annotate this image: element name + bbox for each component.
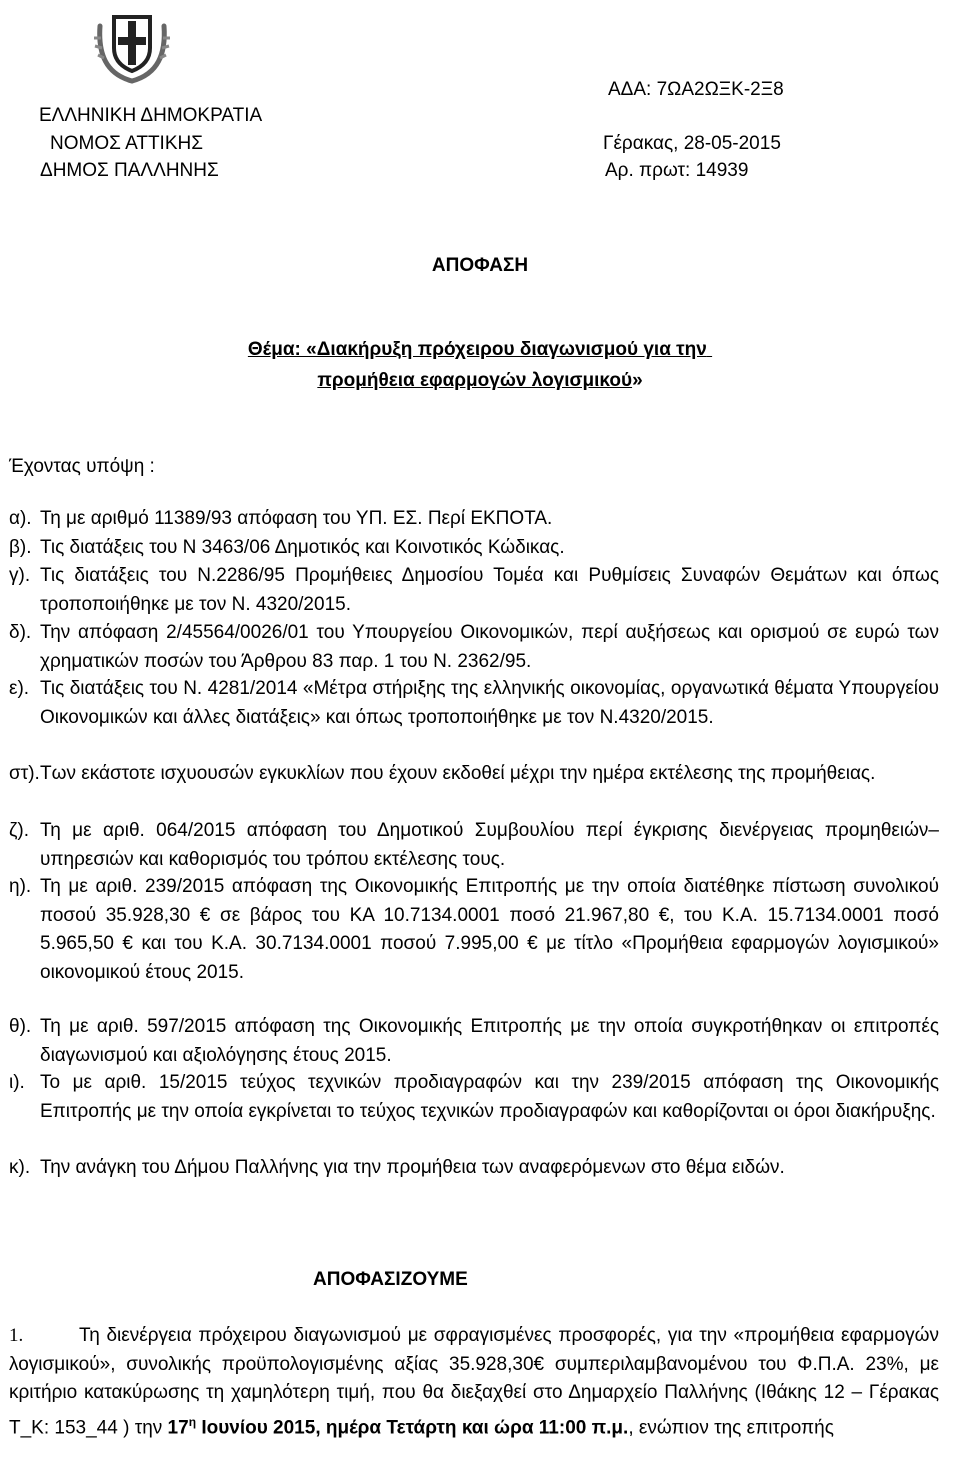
- item-text: Τις διατάξεις του Ν 3463/06 Δημοτικός και Κοινοτικός Κώδικας.: [40, 537, 565, 558]
- subject-line-2: προμήθεια εφαρμογών λογισμικού»: [317, 370, 643, 391]
- list-item: [9, 760, 939, 789]
- item-text: Τη με αριθμό 11389/93 απόφαση του ΥΠ. ΕΣ. Περί ΕΚΠΟΤΑ.: [40, 508, 553, 529]
- list-item: [9, 1154, 939, 1183]
- item-text: Των εκάστοτε ισχυουσών εγκυκλίων που έχουν εκδοθεί μέχρι την ημέρα εκτέλεσης της προμήθειας.: [40, 763, 876, 784]
- list-item: [9, 619, 939, 676]
- item-label: ε).: [9, 678, 30, 699]
- list-item: [9, 817, 939, 874]
- item-label: β).: [9, 537, 32, 558]
- list-item: [9, 505, 939, 534]
- place-date: Γέρακας, 28-05-2015: [603, 133, 781, 154]
- item-text: Την απόφαση 2/45564/0026/01 του Υπουργείου Οικονομικών, περί αυξήσεως και ορισμού σε ευρώ των χρηματικών ποσών του Άρθρου 83 παρ. 1 του Ν. 2362/95.: [40, 622, 939, 672]
- item-text: Τη με αριθ. 064/2015 απόφαση του Δημοτικού Συμβουλίου περί έγκρισης διενέργειας προμηθειών–υπηρεσιών και καθορισμός του τρόπου εκτέλεσης τους.: [40, 820, 939, 870]
- item-text: Τις διατάξεις του Ν. 4281/2014 «Μέτρα στήριξης της ελληνικής οικονομίας, οργανωτικά θέματα Υπουργείου Οικονομικών και άλλες διατάξεις» και όπως τροποποιήθηκε με τον Ν.4320/2015.: [40, 678, 939, 728]
- item-label: η).: [9, 876, 32, 897]
- ada-code: ΑΔΑ: 7ΩΑ2ΩΞΚ-2Ξ8: [608, 79, 784, 100]
- list-item: [9, 675, 939, 732]
- decision-text-part1: Τη διενέργεια πρόχειρου διαγωνισμού με σφραγισμένες προσφορές, για την «προμήθεια εφαρμογών λογισμικού», συνολικής προϋπολογισμένης αξίας 35.928,30€ συμπεριλαμβανομένου του Φ.Π.Α. 23%, με κριτήριο κατακύρωσης τη χαμηλότερη τιμή, που θα διεξαχθεί στο Δημαρχείο Παλλήνης (Ιθάκης 12 – Γέρακας Τ_Κ: 153_44 ) την: [9, 1325, 939, 1438]
- item-label: θ).: [9, 1016, 32, 1037]
- item-text: Την ανάγκη του Δήμου Παλλήνης για την προμήθεια των αναφερόμενων στο θέμα ειδών.: [40, 1157, 785, 1178]
- item-text: Τις διατάξεις του Ν.2286/95 Προμήθειες Δημοσίου Τομέα και Ρυθμίσεις Συναφών Θεμάτων και όπως τροποποιήθηκε με τον Ν. 4320/2015.: [40, 565, 939, 615]
- decision-datetime: Ιουνίου 2015, ημέρα Τετάρτη και ώρα 11:00 π.μ.: [201, 1416, 629, 1438]
- item-label: γ).: [9, 565, 31, 586]
- protocol-number: Αρ. πρωτ: 14939: [605, 160, 749, 181]
- org-line-3: ΔΗΜΟΣ ΠΑΛΛΗΝΗΣ: [40, 160, 219, 181]
- decision-text-part2: , ενώπιον της επιτροπής: [628, 1416, 834, 1438]
- list-item: [9, 873, 939, 987]
- greek-emblem-icon: [92, 8, 172, 88]
- decision-text: [9, 1322, 939, 1442]
- item-label: ι).: [9, 1072, 25, 1093]
- item-label: ζ).: [9, 820, 29, 841]
- decision-date-sup: η: [188, 1414, 197, 1429]
- decision-date-day: 17: [167, 1416, 189, 1438]
- item-label: κ).: [9, 1157, 31, 1178]
- list-item: [9, 562, 939, 619]
- subject-line-1: Θέμα: «Διακήρυξη πρόχειρου διαγωνισμού για την: [247, 339, 707, 360]
- considering-heading: Έχοντας υπόψη :: [9, 456, 155, 477]
- list-item: [9, 1013, 939, 1070]
- org-line-1: ΕΛΛΗΝΙΚΗ ΔΗΜΟΚΡΑΤΙΑ: [39, 105, 263, 126]
- item-text: Το με αριθ. 15/2015 τεύχος τεχνικών προδιαγραφών και την 239/2015 απόφαση της Οικονομικής Επιτροπής με την οποία εγκρίνεται το τεύχος τεχνικών προδιαγραφών και καθορίζονται οι όροι διακήρυξης.: [40, 1072, 939, 1122]
- item-text: Τη με αριθ. 597/2015 απόφαση της Οικονομικής Επιτροπής με την οποία συγκροτήθηκαν οι επιτροπές διαγωνισμού και αξιολόγησης έτους 2015.: [40, 1016, 939, 1066]
- item-label: δ).: [9, 622, 32, 643]
- list-item: [9, 1069, 939, 1126]
- list-item: [9, 534, 939, 563]
- decide-heading: ΑΠΟΦΑΣΙΖΟΥΜΕ: [313, 1269, 468, 1290]
- item-label: α).: [9, 508, 32, 529]
- decision-item: [9, 1322, 939, 1442]
- item-label: στ).: [9, 763, 40, 784]
- org-line-2: ΝΟΜΟΣ ΑΤΤΙΚΗΣ: [50, 133, 203, 154]
- doc-title: ΑΠΟΦΑΣΗ: [431, 255, 529, 276]
- decision-number: 1.: [9, 1325, 24, 1346]
- item-text: Τη με αριθ. 239/2015 απόφαση της Οικονομικής Επιτροπής με την οποία διατέθηκε πίστωση συνολικού ποσού 35.928,30 € σε βάρος του ΚΑ 10.7134.0001 ποσό 21.967,80 €, του Κ.Α. 15.7134.0001 ποσό 5.965,50 € και του Κ.Α. 30.7134.0001 ποσού 7.995,00 € με τίτλο «Προμήθεια εφαρμογών λογισμικού» οικονομικού έτους 2015.: [40, 876, 939, 983]
